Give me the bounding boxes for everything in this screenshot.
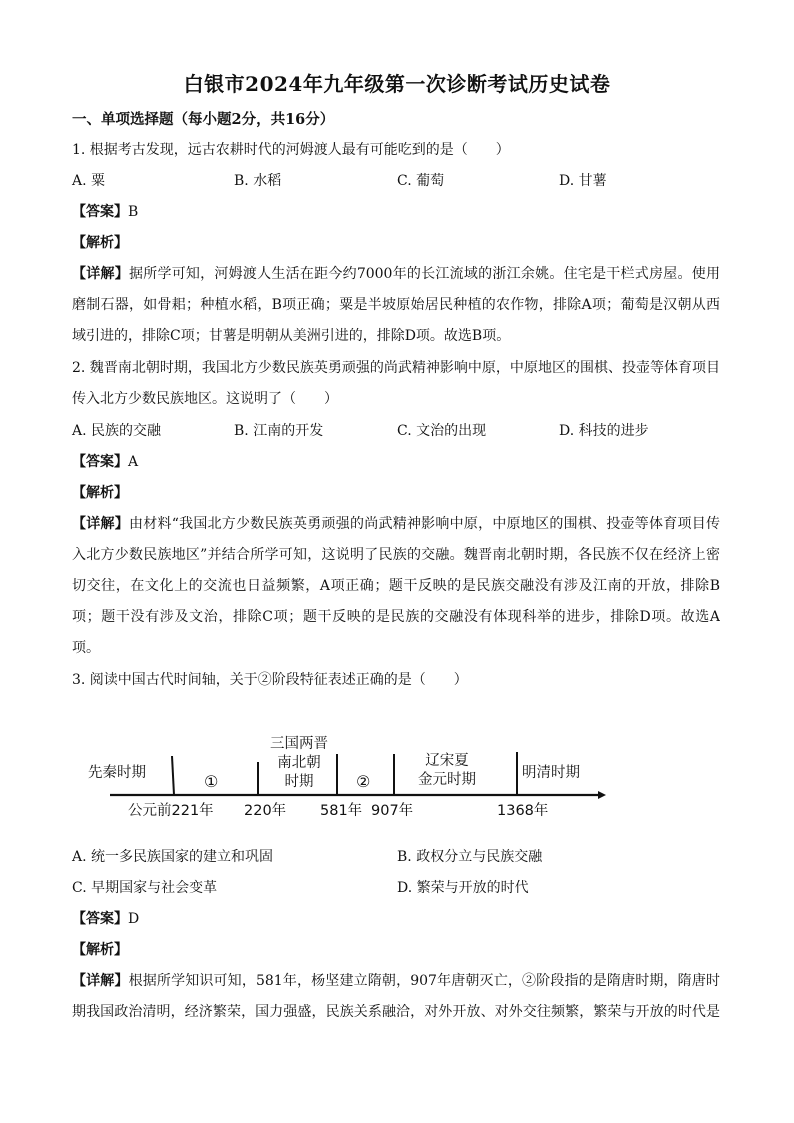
q2-detail-line-4: 项；题干没有涉及文治，排除C项；题干反映的是民族的交融没有体现科举的进步，排除D项。故选A [72, 609, 720, 625]
q1-analysis-tag [72, 233, 722, 253]
q3-option-d: D. 繁荣与开放的时代 [397, 880, 529, 896]
detail-text: 由材料“我国北方少数民族英勇顽强的尚武精神影响中原，中原地区的围棋、投壶等体育项目传 [128, 516, 720, 532]
timeline-divider [172, 756, 174, 795]
q3-option-c: C. 早期国家与社会变革 [72, 880, 218, 896]
answer-value: A [128, 454, 139, 470]
q3-answer [72, 909, 722, 929]
timeline-year-221bc: 公元前221年 [128, 803, 214, 819]
q2-detail-line-3: 切交往，在文化上的交流也日益频繁，A项正确；题干反映的是民族交融没有涉及江南的开放，排除B [72, 578, 720, 594]
q3-option-a: A. 统一多民族国家的建立和巩固 [72, 849, 274, 865]
detail-tag: 【详解】 [72, 516, 129, 532]
timeline-year-581: 581年 [320, 803, 363, 819]
timeline-period-liao-song: 辽宋夏 金元时期 [418, 753, 476, 788]
timeline-arrow-icon [598, 791, 606, 799]
q2-detail-line-1 [72, 514, 720, 534]
detail-tag: 【详解】 [72, 266, 129, 282]
answer-value: D [128, 911, 140, 927]
q1-option-d: D. 甘薯 [559, 173, 607, 189]
timeline-year-1368: 1368年 [497, 803, 549, 819]
question-1-stem: 1. 根据考古发现，远古农耕时代的河姆渡人最有可能吃到的是（ ） [72, 142, 510, 158]
q3-detail-line-2: 期我国政治清明，经济繁荣，国力强盛，民族关系融洽，对外开放、对外交往频繁，繁荣与开放的时代是 [72, 1004, 720, 1020]
answer-tag: 【答案】 [72, 204, 128, 220]
analysis-tag: 【解析】 [72, 235, 128, 251]
q2-option-a: A. 民族的交融 [72, 423, 162, 439]
q2-detail-line-2: 入北方少数民族地区”并结合所学可知，这说明了民族的交融。魏晋南北朝时期，各民族不仅在经济上密 [72, 547, 720, 563]
detail-text: 根据所学知识可知，581年，杨坚建立隋朝，907年唐朝灭亡，②阶段指的是隋唐时期，隋唐时 [128, 973, 720, 989]
question-2-stem-line-1: 2. 魏晋南北朝时期，我国北方少数民族英勇顽强的尚武精神影响中原，中原地区的围棋、投壶等体育项目 [72, 360, 720, 376]
q2-answer [72, 452, 722, 472]
q3-analysis-tag [72, 940, 722, 960]
timeline-year-220: 220年 [244, 803, 287, 819]
timeline-year-907: 907年 [371, 803, 414, 819]
timeline-period-2: ② [356, 772, 371, 791]
page-title: 白银市2024年九年级第一次诊断考试历史试卷 [183, 72, 611, 96]
q2-analysis-tag [72, 483, 722, 503]
answer-tag: 【答案】 [72, 454, 128, 470]
q1-option-c: C. 葡萄 [397, 173, 445, 189]
question-3-stem: 3. 阅读中国古代时间轴，关于②阶段特征表述正确的是（ ） [72, 672, 468, 688]
detail-tag: 【详解】 [72, 973, 129, 989]
analysis-tag: 【解析】 [72, 485, 128, 501]
timeline-period-ming-qing: 明清时期 [522, 765, 580, 781]
q2-option-c: C. 文治的出现 [397, 423, 487, 439]
q2-option-d: D. 科技的进步 [559, 423, 649, 439]
q2-option-b: B. 江南的开发 [234, 423, 324, 439]
q1-detail-line-3: 域引进的，排除C项；甘薯是明朝从美洲引进的，排除D项。故选B项。 [72, 328, 511, 344]
section-heading: 一、单项选择题（每小题2分，共16分） [72, 111, 335, 128]
q1-detail-line-2: 磨制石器，如骨耜；种植水稻，B项正确；粟是半坡原始居民种植的农作物，排除A项；葡萄是汉朝从西 [72, 297, 720, 313]
answer-value: B [128, 204, 139, 220]
q1-option-b: B. 水稻 [234, 173, 282, 189]
timeline-period-1: ① [204, 772, 219, 791]
timeline-diagram [80, 732, 610, 828]
question-2-stem-line-2: 传入北方少数民族地区。这说明了（ ） [72, 391, 338, 407]
detail-text: 据所学可知，河姆渡人生活在距今约7000年的长江流域的浙江余姚。住宅是干栏式房屋。使用 [128, 266, 720, 282]
q2-detail-line-5: 项。 [72, 640, 100, 656]
q1-answer [72, 202, 722, 222]
analysis-tag: 【解析】 [72, 942, 128, 958]
q1-option-a: A. 粟 [72, 173, 106, 189]
q3-option-b: B. 政权分立与民族交融 [397, 849, 543, 865]
timeline-period-three-kingdoms: 三国两晋 南北朝 时期 [270, 736, 328, 790]
q1-detail-line-1 [72, 264, 720, 284]
answer-tag: 【答案】 [72, 911, 128, 927]
timeline-period-pre-qin: 先秦时期 [88, 765, 146, 781]
q3-detail-line-1 [72, 971, 720, 991]
